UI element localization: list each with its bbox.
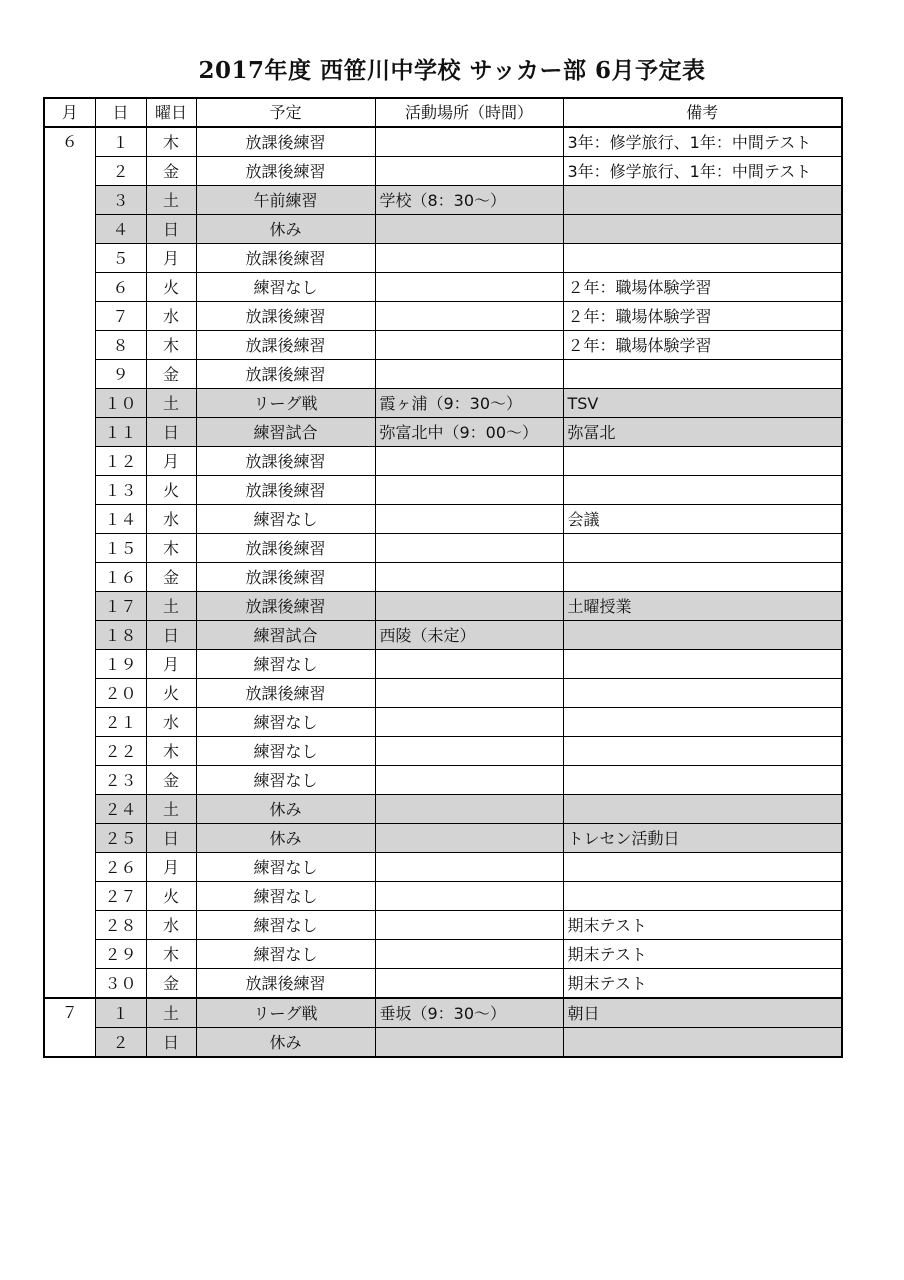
day-cell: １２	[95, 447, 146, 476]
place-cell	[375, 853, 563, 882]
weekday-cell: 土	[146, 186, 196, 215]
note-cell	[563, 447, 842, 476]
place-cell	[375, 534, 563, 563]
plan-cell: リーグ戦	[196, 389, 375, 418]
table-row	[44, 621, 842, 650]
place-cell	[375, 650, 563, 679]
day-cell: ９	[95, 360, 146, 389]
plan-cell: 放課後練習	[196, 679, 375, 708]
day-cell: ２３	[95, 766, 146, 795]
plan-cell: 練習なし	[196, 737, 375, 766]
table-row	[44, 969, 842, 999]
place-cell	[375, 505, 563, 534]
day-cell: ８	[95, 331, 146, 360]
note-cell: 期末テスト	[563, 911, 842, 940]
table-row	[44, 534, 842, 563]
day-cell: ２	[95, 157, 146, 186]
place-cell	[375, 592, 563, 621]
day-cell: １０	[95, 389, 146, 418]
note-cell	[563, 563, 842, 592]
day-cell: ３０	[95, 969, 146, 999]
header-place: 活動場所（時間）	[375, 98, 563, 127]
note-cell: ２年：職場体験学習	[563, 273, 842, 302]
table-row	[44, 215, 842, 244]
note-cell	[563, 621, 842, 650]
table-row	[44, 331, 842, 360]
weekday-cell: 月	[146, 650, 196, 679]
place-cell: 西陵（未定）	[375, 621, 563, 650]
month-cell: ７	[44, 998, 95, 1057]
table-row	[44, 360, 842, 389]
table-row	[44, 679, 842, 708]
plan-cell: 練習試合	[196, 621, 375, 650]
table-row	[44, 447, 842, 476]
header-note: 備考	[563, 98, 842, 127]
header-month: 月	[44, 98, 95, 127]
place-cell	[375, 563, 563, 592]
note-cell	[563, 853, 842, 882]
table-row	[44, 476, 842, 505]
place-cell: 弥富北中（9：00～）	[375, 418, 563, 447]
weekday-cell: 金	[146, 157, 196, 186]
table-row	[44, 127, 842, 157]
plan-cell: リーグ戦	[196, 998, 375, 1028]
note-cell	[563, 360, 842, 389]
note-cell	[563, 679, 842, 708]
note-cell: 期末テスト	[563, 940, 842, 969]
plan-cell: 放課後練習	[196, 563, 375, 592]
plan-cell: 放課後練習	[196, 331, 375, 360]
day-cell: ２８	[95, 911, 146, 940]
day-cell: １７	[95, 592, 146, 621]
plan-cell: 練習なし	[196, 766, 375, 795]
plan-cell: 休み	[196, 1028, 375, 1058]
day-cell: ４	[95, 215, 146, 244]
weekday-cell: 金	[146, 969, 196, 999]
note-cell	[563, 795, 842, 824]
table-row	[44, 157, 842, 186]
plan-cell: 放課後練習	[196, 157, 375, 186]
table-row	[44, 389, 842, 418]
weekday-cell: 月	[146, 244, 196, 273]
day-cell: ３	[95, 186, 146, 215]
day-cell: １６	[95, 563, 146, 592]
table-row	[44, 737, 842, 766]
place-cell	[375, 447, 563, 476]
weekday-cell: 日	[146, 824, 196, 853]
weekday-cell: 水	[146, 302, 196, 331]
header-weekday: 曜日	[146, 98, 196, 127]
weekday-cell: 水	[146, 505, 196, 534]
header-plan: 予定	[196, 98, 375, 127]
place-cell	[375, 766, 563, 795]
plan-cell: 休み	[196, 795, 375, 824]
day-cell: ２５	[95, 824, 146, 853]
note-cell	[563, 1028, 842, 1058]
plan-cell: 放課後練習	[196, 447, 375, 476]
note-cell: 3年：修学旅行、1年：中間テスト	[563, 127, 842, 157]
day-cell: ２４	[95, 795, 146, 824]
note-cell: トレセン活動日	[563, 824, 842, 853]
plan-cell: 放課後練習	[196, 127, 375, 157]
note-cell	[563, 215, 842, 244]
plan-cell: 放課後練習	[196, 969, 375, 999]
day-cell: １１	[95, 418, 146, 447]
weekday-cell: 月	[146, 447, 196, 476]
day-cell: ２６	[95, 853, 146, 882]
weekday-cell: 土	[146, 998, 196, 1028]
place-cell	[375, 969, 563, 999]
place-cell: 学校（8：30～）	[375, 186, 563, 215]
day-cell: １	[95, 127, 146, 157]
plan-cell: 放課後練習	[196, 360, 375, 389]
table-row	[44, 273, 842, 302]
place-cell	[375, 157, 563, 186]
weekday-cell: 日	[146, 621, 196, 650]
note-cell: 会議	[563, 505, 842, 534]
weekday-cell: 火	[146, 882, 196, 911]
table-row	[44, 824, 842, 853]
note-cell: TSV	[563, 389, 842, 418]
plan-cell: 放課後練習	[196, 302, 375, 331]
place-cell	[375, 273, 563, 302]
table-row	[44, 302, 842, 331]
place-cell	[375, 911, 563, 940]
table-row	[44, 708, 842, 737]
weekday-cell: 火	[146, 476, 196, 505]
place-cell	[375, 1028, 563, 1058]
place-cell	[375, 331, 563, 360]
weekday-cell: 金	[146, 360, 196, 389]
day-cell: １４	[95, 505, 146, 534]
place-cell	[375, 882, 563, 911]
note-cell	[563, 766, 842, 795]
day-cell: １８	[95, 621, 146, 650]
place-cell	[375, 708, 563, 737]
table-row	[44, 592, 842, 621]
place-cell	[375, 679, 563, 708]
plan-cell: 放課後練習	[196, 592, 375, 621]
place-cell: 霞ヶ浦（9：30～）	[375, 389, 563, 418]
table-row	[44, 940, 842, 969]
day-cell: ５	[95, 244, 146, 273]
plan-cell: 放課後練習	[196, 476, 375, 505]
day-cell: １３	[95, 476, 146, 505]
weekday-cell: 金	[146, 766, 196, 795]
place-cell	[375, 302, 563, 331]
table-row	[44, 998, 842, 1028]
plan-cell: 休み	[196, 824, 375, 853]
place-cell	[375, 737, 563, 766]
header-row	[44, 98, 842, 127]
day-cell: １	[95, 998, 146, 1028]
note-cell	[563, 737, 842, 766]
plan-cell: 練習なし	[196, 273, 375, 302]
place-cell	[375, 795, 563, 824]
weekday-cell: 月	[146, 853, 196, 882]
weekday-cell: 土	[146, 795, 196, 824]
place-cell	[375, 824, 563, 853]
day-cell: ２１	[95, 708, 146, 737]
month-cell: ６	[44, 127, 95, 998]
place-cell: 垂坂（9：30～）	[375, 998, 563, 1028]
table-row	[44, 882, 842, 911]
table-row	[44, 766, 842, 795]
note-cell: ２年：職場体験学習	[563, 302, 842, 331]
weekday-cell: 火	[146, 273, 196, 302]
weekday-cell: 木	[146, 127, 196, 157]
table-row	[44, 244, 842, 273]
place-cell	[375, 127, 563, 157]
schedule-table	[43, 97, 843, 1058]
weekday-cell: 火	[146, 679, 196, 708]
day-cell: ２	[95, 1028, 146, 1058]
plan-cell: 練習なし	[196, 940, 375, 969]
weekday-cell: 日	[146, 1028, 196, 1058]
day-cell: ６	[95, 273, 146, 302]
table-row	[44, 1028, 842, 1058]
weekday-cell: 水	[146, 708, 196, 737]
table-row	[44, 505, 842, 534]
plan-cell: 練習なし	[196, 911, 375, 940]
plan-cell: 練習試合	[196, 418, 375, 447]
weekday-cell: 土	[146, 389, 196, 418]
weekday-cell: 木	[146, 331, 196, 360]
place-cell	[375, 215, 563, 244]
weekday-cell: 木	[146, 940, 196, 969]
page-title: 2017年度 西笹川中学校 サッカー部 6月予定表	[198, 57, 706, 84]
plan-cell: 練習なし	[196, 708, 375, 737]
plan-cell: 午前練習	[196, 186, 375, 215]
table-row	[44, 186, 842, 215]
weekday-cell: 土	[146, 592, 196, 621]
day-cell: ２９	[95, 940, 146, 969]
note-cell: ２年：職場体験学習	[563, 331, 842, 360]
plan-cell: 放課後練習	[196, 534, 375, 563]
weekday-cell: 水	[146, 911, 196, 940]
plan-cell: 練習なし	[196, 650, 375, 679]
note-cell: 3年：修学旅行、1年：中間テスト	[563, 157, 842, 186]
schedule-body	[44, 127, 842, 1057]
note-cell	[563, 882, 842, 911]
plan-cell: 練習なし	[196, 882, 375, 911]
note-cell: 朝日	[563, 998, 842, 1028]
note-cell	[563, 650, 842, 679]
table-row	[44, 650, 842, 679]
note-cell: 期末テスト	[563, 969, 842, 999]
plan-cell: 放課後練習	[196, 244, 375, 273]
plan-cell: 練習なし	[196, 853, 375, 882]
weekday-cell: 金	[146, 563, 196, 592]
table-row	[44, 853, 842, 882]
day-cell: ２７	[95, 882, 146, 911]
table-row	[44, 418, 842, 447]
table-row	[44, 795, 842, 824]
plan-cell: 練習なし	[196, 505, 375, 534]
day-cell: ７	[95, 302, 146, 331]
table-row	[44, 563, 842, 592]
header-day: 日	[95, 98, 146, 127]
plan-cell: 休み	[196, 215, 375, 244]
note-cell	[563, 708, 842, 737]
day-cell: １９	[95, 650, 146, 679]
note-cell	[563, 186, 842, 215]
place-cell	[375, 476, 563, 505]
weekday-cell: 日	[146, 418, 196, 447]
day-cell: ２０	[95, 679, 146, 708]
note-cell: 土曜授業	[563, 592, 842, 621]
note-cell: 弥冨北	[563, 418, 842, 447]
table-row	[44, 911, 842, 940]
note-cell	[563, 476, 842, 505]
note-cell	[563, 534, 842, 563]
place-cell	[375, 360, 563, 389]
weekday-cell: 木	[146, 737, 196, 766]
weekday-cell: 日	[146, 215, 196, 244]
weekday-cell: 木	[146, 534, 196, 563]
place-cell	[375, 940, 563, 969]
day-cell: ２２	[95, 737, 146, 766]
day-cell: １５	[95, 534, 146, 563]
note-cell	[563, 244, 842, 273]
place-cell	[375, 244, 563, 273]
